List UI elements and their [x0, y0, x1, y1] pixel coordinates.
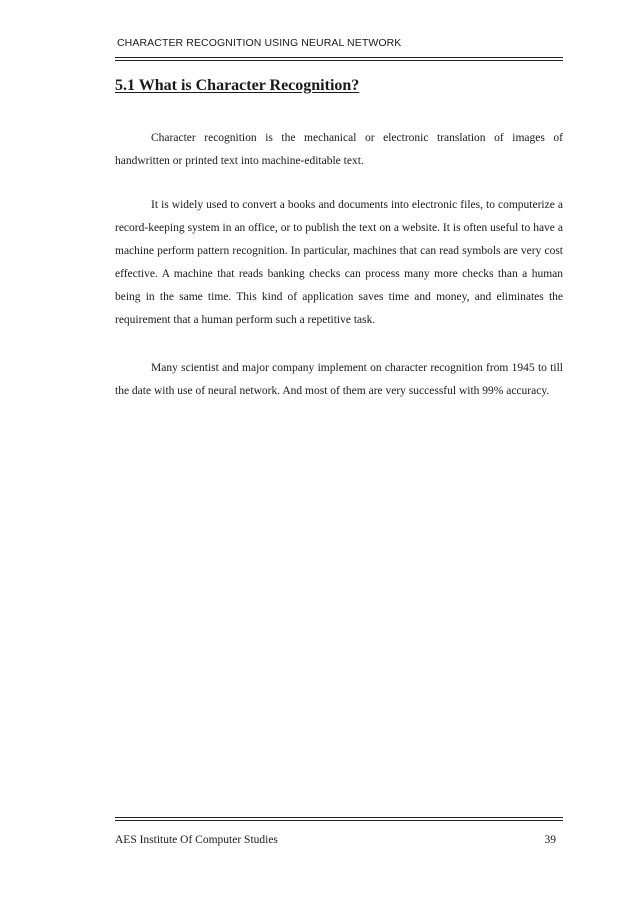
page-number: 39	[544, 834, 556, 846]
paragraph-3: Many scientist and major company implement on character recognition from 1945 to till the date with use of neural network. And most of them are very successful with 99% accuracy.	[115, 362, 563, 397]
paragraph-3-container	[115, 357, 563, 403]
paragraph-1-container	[115, 127, 563, 173]
running-header: CHARACTER RECOGNITION USING NEURAL NETWORK	[117, 37, 402, 49]
paragraph-2: It is widely used to convert a books and documents into electronic files, to computerize a record-keeping system in an office, or to publish the text on a website. It is often useful to have a machine perform pattern recognition. In particular, machines that can read symbols are very cost effective. A machine that reads banking checks can process many more checks than a human being in the same time. This kind of application saves time and money, and eliminates the requirement that a human perform such a repetitive task.	[115, 199, 563, 326]
footer-institute: AES Institute Of Computer Studies	[115, 834, 278, 846]
header-rule	[115, 57, 563, 61]
paragraph-2-container	[115, 194, 563, 332]
running-footer	[115, 834, 563, 846]
section-heading: 5.1 What is Character Recognition?	[115, 77, 360, 94]
paragraph-1: Character recognition is the mechanical or electronic translation of images of handwritten or printed text into machine-editable text.	[115, 132, 563, 167]
footer-rule	[115, 817, 563, 821]
